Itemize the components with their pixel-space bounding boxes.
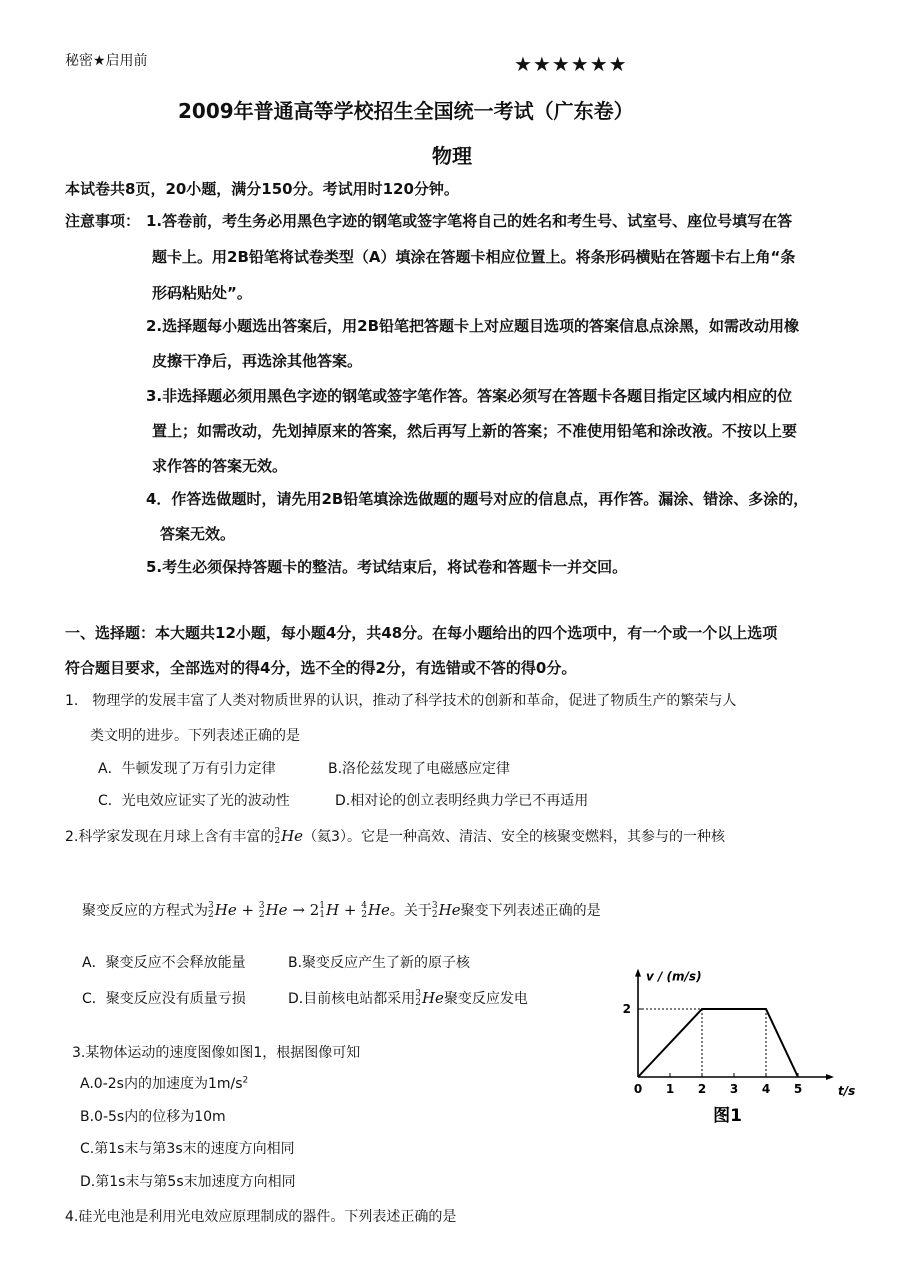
q3-option-c: C.第1s末与第3s末的速度方向相同 bbox=[80, 1141, 295, 1157]
note-2-line-2: 皮擦干净后，再选涂其他答案。 bbox=[152, 352, 363, 370]
fusion-equation: 3 2 He + 3 2 He → 2 1 1 H + 4 2 He bbox=[208, 901, 390, 920]
q2-option-a: A．聚变反应不会释放能量 bbox=[82, 955, 246, 971]
q1-option-b: B.洛伦兹发现了电磁感应定律 bbox=[328, 761, 511, 777]
note-1-line-1: 1.答卷前，考生务必用黑色字迹的钢笔或签字笔将自己的姓名和考生号、试室号、座位号填写在答 bbox=[146, 212, 793, 230]
x-axis-label: t/s bbox=[838, 1084, 856, 1098]
velocity-series-line bbox=[638, 1009, 798, 1077]
q1-option-a: A．牛顿发现了万有引力定律 bbox=[98, 761, 276, 777]
note-5-line-1: 5.考生必须保持答题卡的整洁。考试结束后，将试卷和答题卡一并交回。 bbox=[146, 558, 628, 576]
q2-line-2-b: 。关于 bbox=[389, 903, 432, 919]
y-axis-arrow bbox=[635, 969, 641, 977]
q1-line-1: 1. 物理学的发展丰富了人类对物质世界的认识，推动了科学技术的创新和革命，促进了物质生产的繁荣与人 bbox=[65, 693, 737, 709]
x-tick-label-0: 0 bbox=[633, 1082, 643, 1096]
q2-line-1 bbox=[65, 826, 725, 846]
q3-option-d: D.第1s末与第5s末加速度方向相同 bbox=[80, 1174, 296, 1190]
y-tick-label-2: 2 bbox=[622, 1002, 631, 1016]
helium-3-symbol-3: 3 2 He bbox=[415, 989, 444, 1008]
note-3-line-2: 置上；如需改动，先划掉原来的答案，然后再写上新的答案；不准使用铅笔和涂改液。不按以上要 bbox=[152, 422, 798, 440]
q3-option-a: A.0-2s内的加速度为$1m/s^2$ bbox=[80, 1075, 249, 1092]
subject-title: 物理 bbox=[432, 144, 472, 168]
stars-decoration: ★★★★★★ bbox=[514, 52, 628, 76]
q2-line-1-b: （氦3）。它是一种高效、清洁、安全的核聚变燃料，其参与的一种核 bbox=[303, 829, 725, 845]
q1-line-2: 类文明的进步。下列表述正确的是 bbox=[90, 728, 300, 744]
x-tick-label-2: 2 bbox=[697, 1082, 707, 1096]
note-1-line-3: 形码粘贴处”。 bbox=[152, 284, 252, 302]
exam-intro: 本试卷共8页，20小题，满分150分。考试用时120分钟。 bbox=[65, 180, 459, 198]
confidential-label: 秘密★启用前 bbox=[65, 53, 148, 69]
q2-line-2-a: 聚变反应的方程式为 bbox=[82, 903, 208, 919]
y-axis-label: v / (m/s) bbox=[646, 969, 702, 984]
notes-label: 注意事项： bbox=[65, 212, 141, 230]
q1-option-c: C．光电效应证实了光的波动性 bbox=[98, 793, 290, 809]
section-1-line-1: 一、选择题：本大题共12小题，每小题4分，共48分。在每小题给出的四个选项中，有一个或一个以上选项 bbox=[65, 624, 778, 642]
q3-line-1: 3.某物体运动的速度图像如图1，根据图像可知 bbox=[72, 1045, 361, 1061]
velocity-time-chart bbox=[600, 965, 870, 1135]
exam-title: 2009年普通高等学校招生全国统一考试（广东卷） bbox=[178, 99, 634, 123]
q2-line-1-a: 2.科学家发现在月球上含有丰富的 bbox=[65, 829, 275, 845]
helium-3-symbol: 3 2 He bbox=[274, 827, 304, 846]
q2-option-d: D.目前核电站都采用 3 2 He聚变反应发电 bbox=[288, 989, 528, 1008]
note-1-line-2: 题卡上。用2B铅笔将试卷类型（A）填涂在答题卡相应位置上。将条形码横贴在答题卡右上角“条 bbox=[152, 248, 796, 266]
q1-option-d: D.相对论的创立表明经典力学已不再适用 bbox=[335, 793, 589, 809]
x-axis-arrow bbox=[826, 1074, 834, 1080]
note-2-line-1: 2.选择题每小题选出答案后，用2B铅笔把答题卡上对应题目选项的答案信息点涂黑，如需改动用橡 bbox=[146, 317, 800, 335]
figure-caption: 图1 bbox=[713, 1106, 743, 1126]
x-tick-label-5: 5 bbox=[793, 1082, 803, 1096]
q2-line-2-c: 聚变下列表述正确的是 bbox=[460, 903, 601, 919]
x-tick-label-3: 3 bbox=[729, 1082, 739, 1096]
q2-option-b: B.聚变反应产生了新的原子核 bbox=[288, 955, 471, 971]
note-4-line-2: 答案无效。 bbox=[160, 525, 236, 543]
q3-option-b: B.0-5s内的位移为10m bbox=[80, 1109, 226, 1125]
section-1-line-2: 符合题目要求，全部选对的得4分，选不全的得2分，有选错或不答的得0分。 bbox=[65, 659, 577, 677]
helium-3-symbol-2: 3 2 He bbox=[431, 901, 461, 920]
note-3-line-3: 求作答的答案无效。 bbox=[152, 457, 288, 475]
x-tick-label-4: 4 bbox=[761, 1082, 771, 1096]
x-tick-label-1: 1 bbox=[665, 1082, 675, 1096]
note-3-line-1: 3.非选择题必须用黑色字迹的钢笔或签字笔作答。答案必须写在答题卡各题目指定区域内相应的位 bbox=[146, 387, 793, 405]
note-4-line-1: 4．作答选做题时，请先用2B铅笔填涂选做题的题号对应的信息点，再作答。漏涂、错涂、多涂的， bbox=[146, 490, 809, 508]
q2-option-c: C．聚变反应没有质量亏损 bbox=[82, 991, 246, 1007]
q2-line-2 bbox=[82, 900, 601, 920]
q4-line-1: 4.硅光电池是利用光电效应原理制成的器件。下列表述正确的是 bbox=[65, 1209, 457, 1225]
